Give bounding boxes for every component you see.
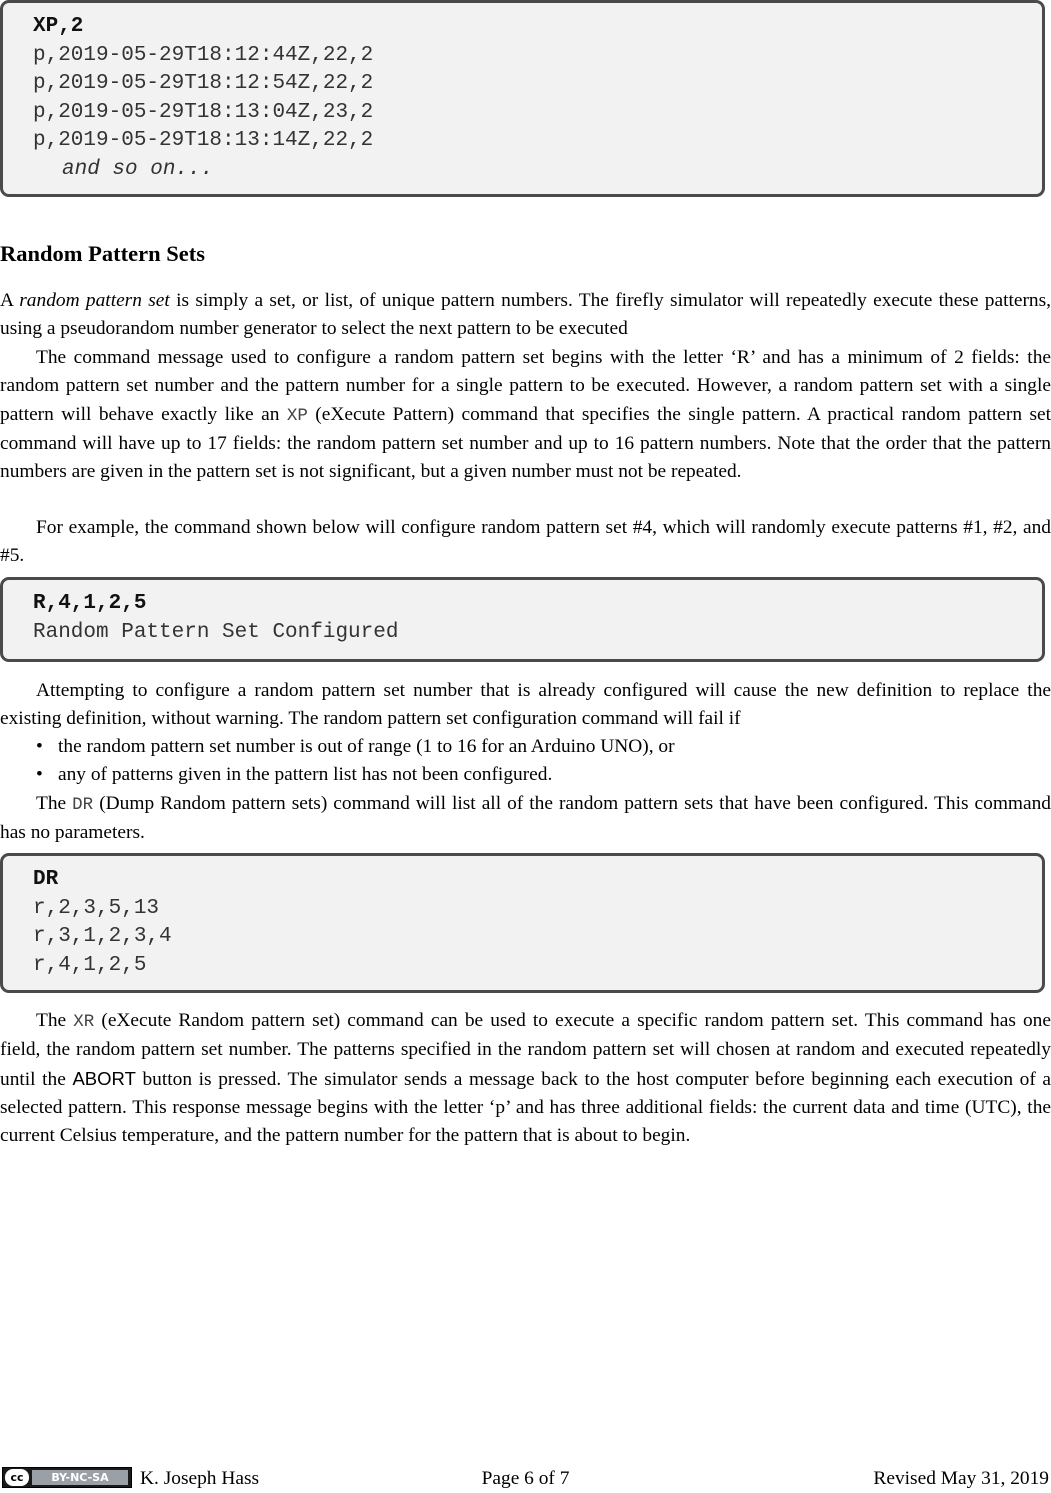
text: (Dump Random pattern sets) command will list all of the random pattern sets that have been configured. This command has no parameters. — [0, 793, 1051, 844]
paragraph-example: For example, the command shown below will configure random pattern set #4, which will randomly execute patterns #1, #2, and #5. — [0, 517, 1051, 567]
code-response: Random Pattern Set Configured — [33, 620, 399, 644]
bullet-item — [36, 761, 552, 789]
bullet-symbol: • — [36, 764, 43, 785]
code-block-configure-example — [0, 577, 1045, 662]
text: (eXecute Random pattern set) command can be used to execute a specific random pattern set. This command has one field, the random pattern set number. The patterns specified in the random pattern set will chosen at random and executed repeatedly until the — [0, 1010, 1051, 1090]
paragraph-dump-command — [0, 790, 1051, 848]
inline-code: XP — [286, 405, 308, 426]
text: The command message used to configure a random pattern set begins with the letter ‘R’ and has a minimum of 2 fields: the random pattern set number and the pattern number for a single pattern to be executed. However, a random pattern set with a single pattern will behave exactly like an — [0, 347, 1051, 425]
section-title: Random Pattern Sets — [0, 241, 205, 266]
paragraph-execute-random — [0, 1007, 1051, 1150]
text: button is pressed. The simulator sends a message back to the host computer before beginning each execution of a selected pattern. This response message begins with the letter ‘p’ and has three additional fields: the current data and time (UTC), the current Celsius temperature, and the pattern number for the pattern that is about to begin. — [0, 1068, 1051, 1147]
code-command: DR — [33, 868, 59, 891]
footer-author: K. Joseph Hass — [140, 1468, 260, 1489]
bullet-symbol: • — [36, 736, 43, 757]
bullet-text: any of patterns given in the pattern list has not been configured. — [58, 764, 553, 785]
text: is simply a set, or list, of unique pattern numbers. The firefly simulator will repeatedly execute these patterns, using a pseudorandom number generator to select the next pattern to be executed — [0, 290, 1051, 340]
inline-code: DR — [72, 795, 94, 815]
text: The — [36, 793, 73, 814]
inline-code: XR — [73, 1012, 95, 1032]
emphasis-term: random pattern set — [19, 290, 170, 311]
paragraph-intro — [0, 287, 1051, 344]
code-line: p,2019-05-29T18:12:44Z,22,2 — [33, 43, 374, 67]
paragraph-command-format — [0, 344, 1051, 486]
paragraph-reconfigure: Attempting to configure a random pattern set number that is already configured will cause the new definition to replace the existing definition, without warning. The random pattern set configuration command will fail if — [0, 680, 1051, 730]
code-block-xp-output — [0, 0, 1045, 197]
code-continuation: and so on... — [62, 157, 214, 181]
text: A — [0, 290, 20, 311]
page-footer — [0, 1465, 1051, 1493]
code-line: p,2019-05-29T18:13:04Z,23,2 — [33, 100, 374, 124]
bullet-item — [36, 733, 675, 761]
cc-icon: cc — [5, 1469, 29, 1486]
code-command: R,4,1,2,5 — [33, 592, 147, 615]
footer-page-number: Page 6 of 7 — [481, 1468, 570, 1489]
code-line: p,2019-05-29T18:13:14Z,22,2 — [33, 129, 374, 152]
code-line: r,4,1,2,5 — [33, 953, 147, 977]
bullet-text: the random pattern set number is out of range (1 to 16 for an Arduino UNO), or — [58, 736, 675, 757]
abort-button-label: ABORT — [72, 1067, 136, 1089]
footer-revision-date: Revised May 31, 2019 — [873, 1468, 1049, 1489]
license-label: BY-NC-SA — [32, 1470, 128, 1485]
text: The — [36, 1010, 74, 1031]
code-line: p,2019-05-29T18:12:54Z,22,2 — [33, 72, 374, 95]
text: (eXecute Pattern) command that specifies the single pattern. A practical random pattern set command will have up to 17 fields: the random pattern set number and up to 16 pattern numbers. Note that the order that the pattern numbers are given in the pattern set is not significant, but a given number must not be repeated. — [0, 403, 1051, 483]
code-line: r,3,1,2,3,4 — [33, 925, 172, 948]
code-command: XP,2 — [33, 15, 84, 38]
code-line: r,2,3,5,13 — [33, 896, 160, 920]
code-block-dump-output — [0, 853, 1045, 993]
